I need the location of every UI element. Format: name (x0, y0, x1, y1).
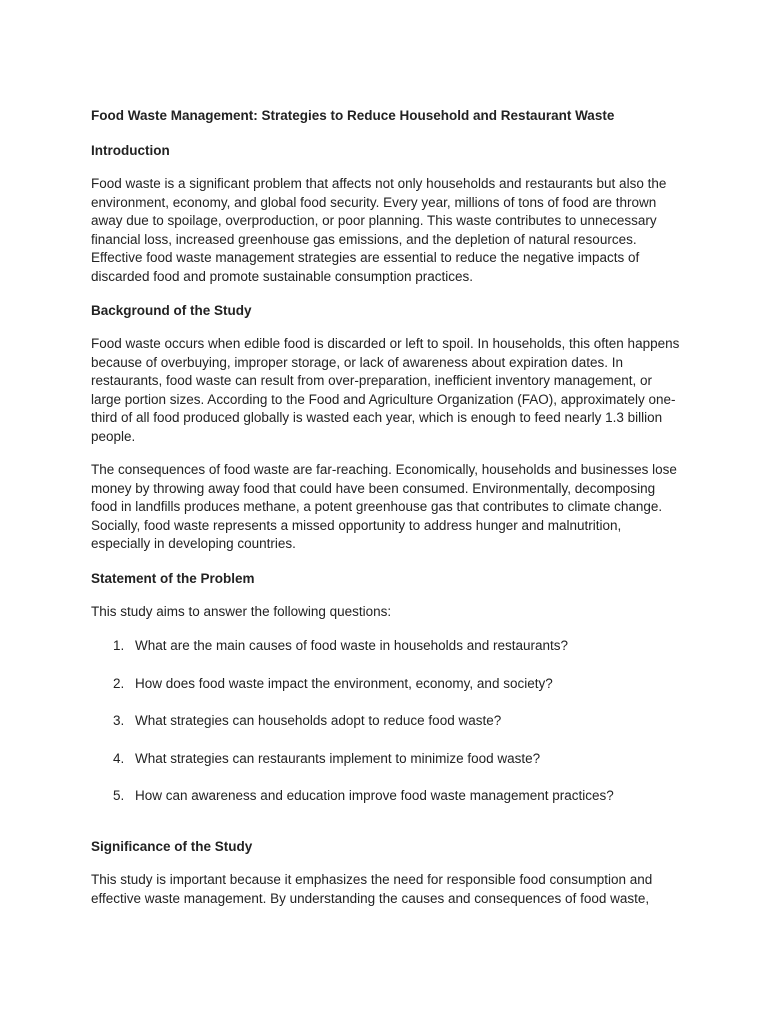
list-item-text: What strategies can restaurants implement to minimize food waste? (135, 750, 541, 766)
list-item-number: 1. (113, 638, 125, 653)
section-heading-background: Background of the Study (91, 303, 252, 318)
list-item-text: How can awareness and education improve food waste management practices? (135, 788, 614, 803)
background-paragraph-2: The consequences of food waste are far-reaching. Economically, households and businesses lose money by throwing away food that could have been consumed. Environmentally, decomposing food in landfills produces methane, a potent greenhouse gas that contributes to climate change. Socially, food waste represents a missed opportunity to address hunger and malnutrition, especially in developing countries. (91, 462, 677, 551)
list-item (91, 636, 682, 655)
list-item-text: What are the main causes of food waste in households and restaurants? (135, 638, 569, 653)
section-heading-significance: Significance of the Study (91, 839, 253, 854)
questions-list (91, 636, 682, 805)
background-paragraph-1: Food waste occurs when edible food is discarded or left to spoil. In households, this often happens because of overbuying, improper storage, or lack of awareness about expiration dates. In restaurants, food waste can result from over-preparation, inefficient inventory management, or large portion sizes. According to the Food and Agriculture Organization (FAO), approximately one-third of all food produced globally is wasted each year, which is enough to feed nearly 1.3 billion people. (91, 336, 680, 444)
section-heading-introduction: Introduction (91, 143, 170, 158)
significance-paragraph: This study is important because it emphasizes the need for responsible food consumption and effective waste management. By understanding the causes and consequences of food waste, (91, 872, 653, 906)
list-item (91, 786, 682, 805)
list-item-text: What strategies can households adopt to reduce food waste? (135, 713, 502, 728)
list-item-number: 3. (113, 713, 125, 728)
list-item-number: 4. (113, 750, 125, 766)
section-heading-problem: Statement of the Problem (91, 570, 255, 586)
list-item-number: 2. (113, 675, 125, 691)
list-item-number: 5. (113, 788, 125, 803)
introduction-paragraph: Food waste is a significant problem that affects not only households and restaurants but also the environment, economy, and global food security. Every year, millions of tons of food are thrown away due to spoilage, overproduction, or poor planning. This waste contributes to unnecessary financial loss, increased greenhouse gas emissions, and the depletion of natural resources. Effective food waste management strategies are essential to reduce the negative impacts of discarded food and promote sustainable consumption practices. (91, 176, 667, 284)
list-item-text: How does food waste impact the environment, economy, and society? (135, 675, 553, 691)
list-item (91, 749, 682, 768)
list-item (91, 711, 682, 730)
document-title: Food Waste Management: Strategies to Reduce Household and Restaurant Waste (91, 108, 615, 123)
list-item (91, 674, 682, 693)
problem-intro: This study aims to answer the following questions: (91, 603, 392, 619)
